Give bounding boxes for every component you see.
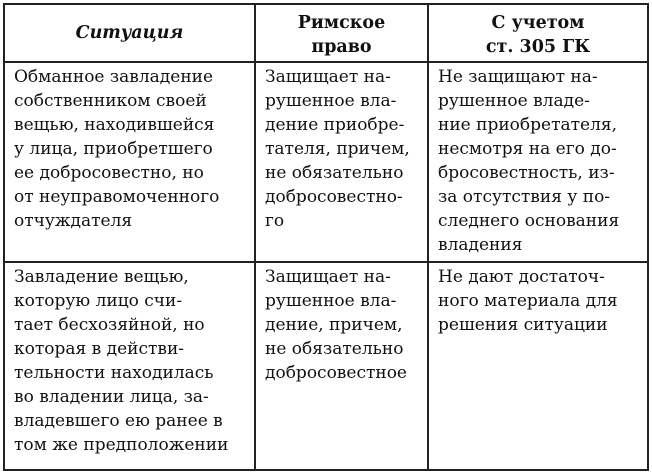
cell-text-line: владения [438, 235, 523, 255]
cell-text-line: от неуправомоченного [14, 187, 220, 207]
cell-text-line: ние приобретателя, [438, 115, 618, 135]
cell-text-line: во владении лица, за- [14, 387, 209, 407]
comparison-table [3, 3, 649, 471]
cell-text-line: ее добросовестно, но [14, 163, 204, 183]
cell-text-line: решения ситуации [438, 315, 608, 335]
header-roman-law-line: Римское [297, 13, 386, 33]
cell-text-line: тателя, причем, [265, 139, 410, 159]
cell-text-line: не обязательно [265, 163, 404, 183]
cell-text-line: Не защищают на- [438, 67, 598, 87]
cell-text-line: бросовестность, из- [438, 163, 615, 183]
cell-text-line: ного материала для [438, 291, 618, 311]
header-art305-line: С учетом [491, 13, 585, 33]
cell-text-line: за отсутствия у по- [438, 187, 611, 207]
header-art305-line: ст. 305 ГК [485, 37, 591, 57]
header-art305 [428, 4, 648, 62]
cell-text-line: владевшего ею ранее в [14, 411, 223, 431]
cell-text-line: собственником своей [14, 91, 207, 111]
cell-text-line: том же предположении [14, 435, 229, 455]
cell-text-line: следнего основания [438, 211, 620, 231]
cell-text-line: несмотря на его до- [438, 139, 617, 159]
table-row [4, 62, 648, 262]
header-situation: Ситуация [4, 4, 255, 62]
cell-text-line: у лица, приобретшего [14, 139, 213, 159]
cell-text-line: рушенное вла- [265, 91, 397, 111]
cell-text-line: дение, причем, [265, 315, 403, 335]
cell-text-line: тает бесхозяйной, но [14, 315, 205, 335]
roman-law-cell [255, 262, 428, 470]
situation-cell [4, 262, 255, 470]
cell-text-line: вещью, находившейся [14, 115, 215, 135]
cell-text-line: добросовестно- [265, 187, 403, 207]
cell-text-line: Защищает на- [265, 267, 391, 287]
cell-text-line: Не дают достаточ- [438, 267, 605, 287]
header-row [4, 4, 648, 62]
cell-text-line: рушенное вла- [265, 291, 397, 311]
cell-text-line: Защищает на- [265, 67, 391, 87]
header-roman-law-line: право [311, 37, 372, 57]
cell-text-line: добросовестное [265, 363, 407, 383]
cell-text-line: тельности находилась [14, 363, 214, 383]
header-roman-law [255, 4, 428, 62]
art305-cell [428, 262, 648, 470]
cell-text-line: не обязательно [265, 339, 404, 359]
art305-cell [428, 62, 648, 262]
table-row [4, 262, 648, 470]
situation-cell [4, 62, 255, 262]
cell-text-line: го [265, 211, 285, 231]
cell-text-line: Обманное завладение [14, 67, 214, 87]
cell-text-line: которая в действи- [14, 339, 185, 359]
cell-text-line: которую лицо счи- [14, 291, 183, 311]
cell-text-line: отчуждателя [14, 211, 133, 231]
cell-text-line: дение приобре- [265, 115, 405, 135]
cell-text-line: Завладение вещью, [14, 267, 189, 287]
roman-law-cell [255, 62, 428, 262]
cell-text-line: рушенное владе- [438, 91, 590, 111]
